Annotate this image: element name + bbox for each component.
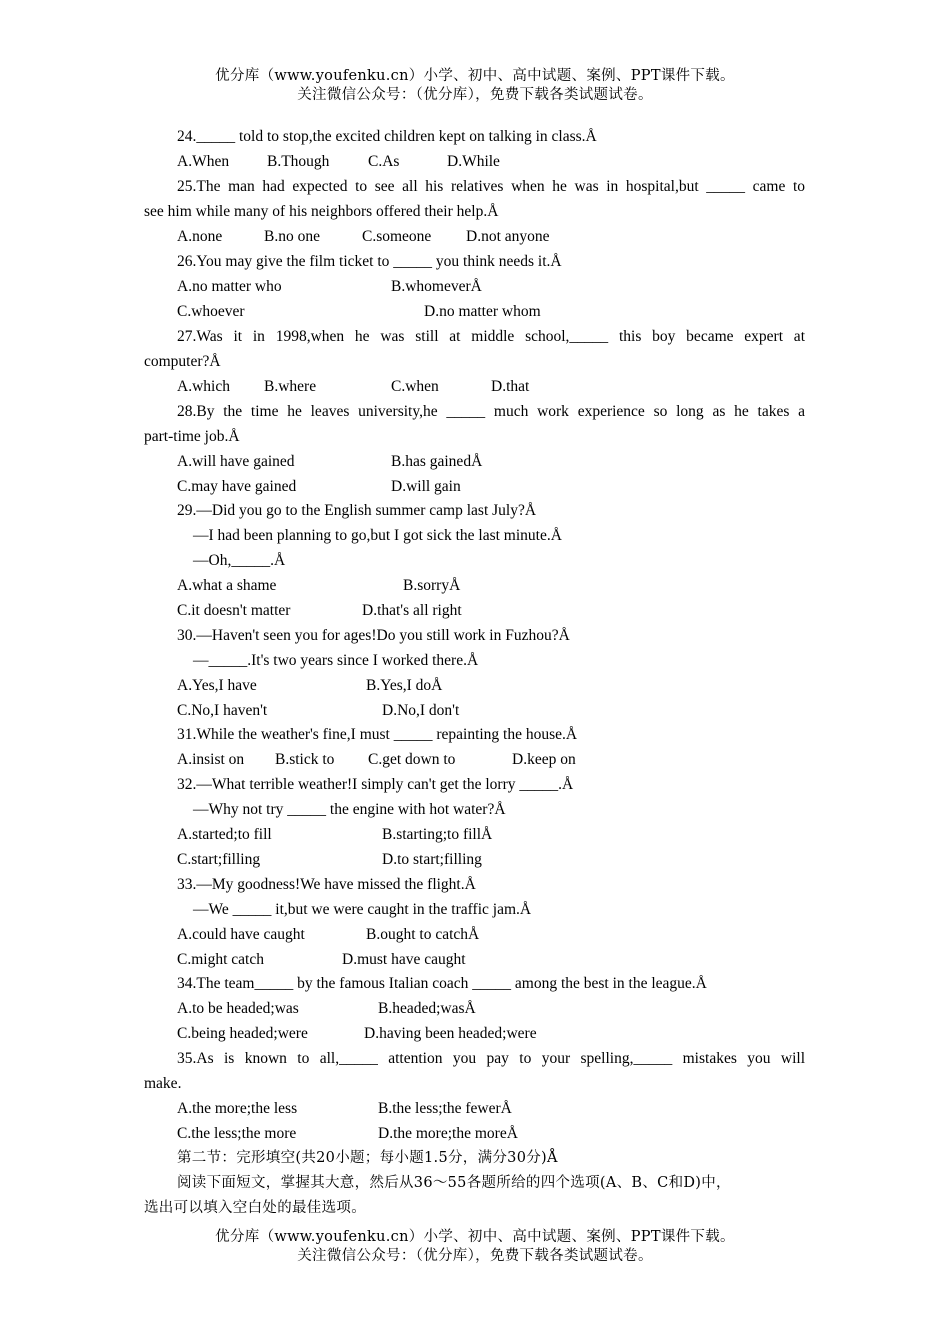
- header-line-2: 关注微信公众号：（优分库），免费下载各类试题试卷。: [297, 87, 653, 103]
- q25-option-d: D.not anyone: [466, 228, 550, 245]
- question-29-stem-3: —Oh,_____.Å: [193, 552, 286, 569]
- question-28-stem-1: 28.By the time he leaves university,he _____ much work experience so long as he takes a: [177, 403, 805, 420]
- q31-option-b: B.stick to: [275, 751, 335, 768]
- q31-option-c: C.get down to: [368, 751, 456, 768]
- q24-option-a: A.When: [177, 153, 230, 170]
- question-35-stem-1: 35.As is known to all,_____ attention you pay to your spelling,_____ mistakes you will: [177, 1050, 805, 1067]
- page-footer: [0, 1228, 950, 1266]
- section-2-instruction-1: 阅读下面短文，掌握其大意，然后从36～55各题所给的四个选项(A、B、C和D)中，: [177, 1175, 731, 1191]
- q25-option-b: B.no one: [264, 228, 320, 245]
- q27-option-b: B.where: [264, 378, 317, 395]
- q28-option-d: D.will gain: [391, 478, 461, 495]
- q26-option-b: B.whomeverÅ: [391, 278, 482, 295]
- question-26-stem: 26.You may give the film ticket to _____ you think needs it.Å: [177, 253, 562, 270]
- question-30-stem-2: —_____.It's two years since I worked there.Å: [193, 652, 479, 669]
- q29-option-b: B.sorryÅ: [403, 577, 461, 594]
- q27-option-a: A.which: [177, 378, 230, 395]
- q35-option-b: B.the less;the fewerÅ: [378, 1100, 512, 1117]
- q30-option-c: C.No,I haven't: [177, 702, 268, 719]
- question-27-stem-1: 27.Was it in 1998,when he was still at middle school,_____ this boy became expert at: [177, 328, 805, 345]
- q34-option-b: B.headed;wasÅ: [378, 1000, 476, 1017]
- q26-option-d: D.no matter whom: [424, 303, 541, 320]
- q28-option-c: C.may have gained: [177, 478, 297, 495]
- q24-option-c: C.As: [368, 153, 400, 170]
- page-header: [0, 67, 950, 105]
- q26-option-c: C.whoever: [177, 303, 245, 320]
- q35-option-d: D.the more;the moreÅ: [378, 1125, 518, 1142]
- section-2-instruction-2: 选出可以填入空白处的最佳选项。: [144, 1200, 366, 1216]
- question-33-stem-1: 33.—My goodness!We have missed the flight.Å: [177, 876, 476, 893]
- q32-option-d: D.to start;filling: [382, 851, 482, 868]
- q25-option-a: A.none: [177, 228, 223, 245]
- section-2-title: 第二节：完形填空(共20小题；每小题1.5分，满分30分)Å: [177, 1150, 558, 1166]
- q29-option-d: D.that's all right: [362, 602, 462, 619]
- q27-option-d: D.that: [491, 378, 530, 395]
- question-32-stem-2: —Why not try _____ the engine with hot water?Å: [193, 801, 506, 818]
- q30-option-b: B.Yes,I doÅ: [366, 677, 443, 694]
- q33-option-c: C.might catch: [177, 951, 264, 968]
- q24-option-b: B.Though: [267, 153, 330, 170]
- question-29-stem-2: —I had been planning to go,but I got sick the last minute.Å: [193, 527, 562, 544]
- q33-option-a: A.could have caught: [177, 926, 305, 943]
- question-28-stem-2: part-time job.Å: [144, 428, 240, 445]
- q25-option-c: C.someone: [362, 228, 432, 245]
- q31-option-a: A.insist on: [177, 751, 245, 768]
- q34-option-d: D.having been headed;were: [364, 1025, 537, 1042]
- q33-option-d: D.must have caught: [342, 951, 466, 968]
- q28-option-a: A.will have gained: [177, 453, 295, 470]
- question-34-stem: 34.The team_____ by the famous Italian coach _____ among the best in the league.Å: [177, 975, 707, 992]
- footer-line-1: 优分库（www.youfenku.cn）小学、初中、高中试题、案例、PPT课件下载。: [215, 1229, 735, 1245]
- q29-option-a: A.what a shame: [177, 577, 277, 594]
- q35-option-c: C.the less;the more: [177, 1125, 297, 1142]
- q32-option-a: A.started;to fill: [177, 826, 272, 843]
- q35-option-a: A.the more;the less: [177, 1100, 298, 1117]
- q32-option-c: C.start;filling: [177, 851, 261, 868]
- q31-option-d: D.keep on: [512, 751, 576, 768]
- q28-option-b: B.has gainedÅ: [391, 453, 483, 470]
- header-line-1: 优分库（www.youfenku.cn）小学、初中、高中试题、案例、PPT课件下载。: [215, 68, 735, 84]
- q26-option-a: A.no matter who: [177, 278, 282, 295]
- q24-option-d: D.While: [447, 153, 500, 170]
- q34-option-a: A.to be headed;was: [177, 1000, 299, 1017]
- q30-option-d: D.No,I don't: [382, 702, 460, 719]
- q30-option-a: A.Yes,I have: [177, 677, 257, 694]
- question-35-stem-2: make.: [144, 1075, 182, 1092]
- question-25-stem-1: 25.The man had expected to see all his relatives when he was in hospital,but _____ came to: [177, 178, 805, 195]
- q34-option-c: C.being headed;were: [177, 1025, 308, 1042]
- question-30-stem-1: 30.—Haven't seen you for ages!Do you still work in Fuzhou?Å: [177, 627, 570, 644]
- q29-option-c: C.it doesn't matter: [177, 602, 291, 619]
- q27-option-c: C.when: [391, 378, 439, 395]
- question-32-stem-1: 32.—What terrible weather!I simply can't get the lorry _____.Å: [177, 776, 574, 793]
- question-31-stem: 31.While the weather's fine,I must _____ repainting the house.Å: [177, 726, 578, 743]
- q33-option-b: B.ought to catchÅ: [366, 926, 480, 943]
- question-29-stem-1: 29.—Did you go to the English summer camp last July?Å: [177, 502, 537, 519]
- footer-line-2: 关注微信公众号：（优分库），免费下载各类试题试卷。: [297, 1248, 653, 1264]
- q32-option-b: B.starting;to fillÅ: [382, 826, 493, 843]
- question-25-stem-2: see him while many of his neighbors offered their help.Å: [144, 203, 499, 220]
- question-27-stem-2: computer?Å: [144, 353, 221, 370]
- question-33-stem-2: —We _____ it,but we were caught in the traffic jam.Å: [193, 901, 532, 918]
- question-24-stem: 24._____ told to stop,the excited children kept on talking in class.Å: [177, 128, 597, 145]
